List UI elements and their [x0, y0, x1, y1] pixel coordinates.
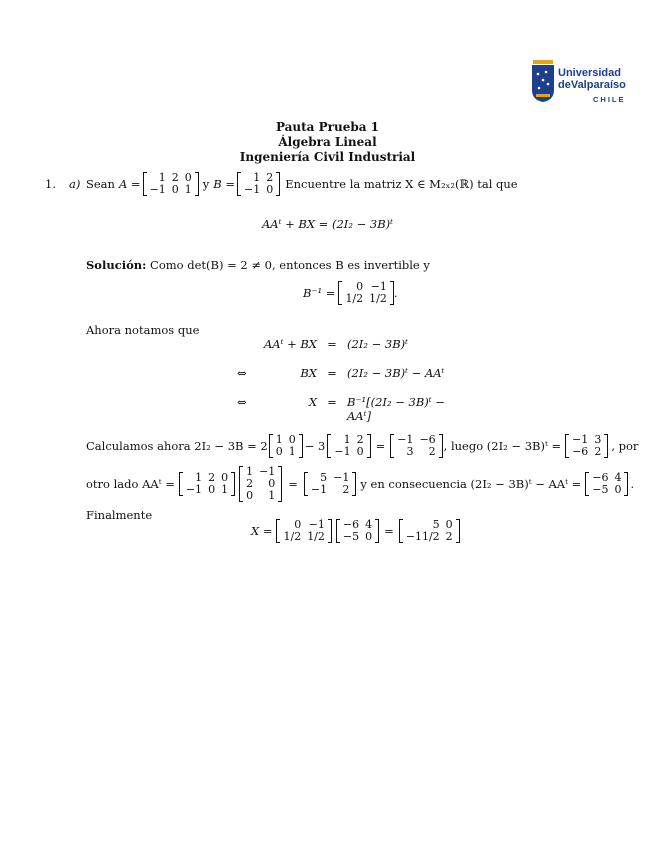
equation-rhs: (2I₂ − 3B)ᵗ: [347, 337, 408, 351]
matrix-entry: −1: [308, 518, 325, 531]
matrix-entry: 0: [288, 433, 296, 446]
A-label: A =: [118, 177, 141, 191]
matrix-entry: 1/2: [307, 530, 325, 543]
X-label: X =: [251, 524, 273, 538]
aligned-row: [237, 337, 467, 366]
problem-number: 1.: [45, 177, 56, 191]
notamos-text: Ahora notamos que: [86, 323, 200, 337]
luego-text: , luego (2I₂ − 3B)ᵗ =: [443, 439, 562, 453]
matrix-entry: 4: [614, 471, 622, 484]
matrix-entry: 1/2: [283, 530, 302, 543]
matrix-entry: 1: [288, 445, 296, 458]
final-result: [251, 519, 460, 543]
matrix-entry: 0: [356, 445, 364, 458]
matrix-B-calc: [327, 434, 370, 458]
matrix-entry: −1: [149, 183, 166, 196]
matrix-entry: −1: [310, 483, 328, 496]
matrix-entry: 0: [365, 530, 373, 543]
period2: .: [630, 477, 635, 491]
matrix-entry: 1/2: [345, 292, 364, 305]
equation-equals: =: [327, 366, 337, 380]
matrix-entry: −6: [419, 433, 436, 446]
matrix-D-final: [336, 519, 379, 543]
calc-line-2: [86, 466, 634, 502]
matrix-entry: 0: [221, 471, 229, 484]
matrix-entry: 1: [195, 471, 203, 484]
matrix-entry: 2: [428, 445, 436, 458]
matrix-entry: 2: [246, 477, 254, 490]
aligned-row: [237, 366, 467, 395]
eq-final: =: [384, 524, 394, 538]
equation-lhs: BX: [300, 366, 317, 380]
period: .: [393, 286, 398, 300]
matrix-X: [399, 519, 460, 543]
matrix-entry: −1: [185, 483, 203, 496]
matrix-entry: 1: [275, 433, 283, 446]
problem-part: a): [69, 177, 81, 191]
calc-intro: Calculamos ahora 2I₂ − 3B = 2: [86, 439, 268, 453]
matrix-entry: 1: [343, 433, 351, 446]
course-title: Álgebra Lineal: [278, 135, 377, 149]
matrix-entry: 0: [268, 477, 276, 490]
matrix-entry: 3: [594, 433, 602, 446]
matrix-entry: −1: [244, 183, 261, 196]
por-text: , por: [611, 439, 639, 453]
eq2: =: [288, 477, 298, 491]
matrix-entry: 2: [356, 433, 364, 446]
conseq-text: y en consecuencia (2I₂ − 3B)ᵗ − AAᵗ =: [360, 477, 582, 491]
matrix-entry: 3: [406, 445, 414, 458]
problem-statement: [45, 172, 518, 196]
matrix-entry: 1: [246, 465, 254, 478]
matrix-entry: 5: [320, 471, 328, 484]
matrix-I: [269, 434, 303, 458]
doc-title: Pauta Prueba 1: [275, 120, 380, 134]
matrix-entry: 0: [356, 280, 364, 293]
main-equation: AAᵗ + BX = (2I₂ − 3B)ᵗ: [262, 217, 393, 231]
equation-equals: =: [327, 337, 337, 351]
equation-lhs: X: [308, 395, 317, 409]
solution-intro: [86, 258, 430, 272]
matrix-entry: 0: [614, 483, 622, 496]
solution-label: Solución:: [86, 258, 147, 272]
finalmente-text: Finalmente: [86, 508, 153, 522]
university-logo: [531, 58, 631, 104]
aligned-row: [237, 395, 467, 424]
matrix-A-transpose: [239, 466, 282, 502]
matrix-2I-3B: [390, 434, 442, 458]
matrix-B: [237, 172, 280, 196]
matrix-entry: 2: [208, 471, 216, 484]
matrix-2I-3B-transpose: [565, 434, 608, 458]
matrix-entry: −6: [592, 471, 609, 484]
iff-symbol: ⇔: [237, 366, 247, 380]
matrix-entry: 0: [445, 518, 453, 531]
matrix-entry: 0: [246, 489, 254, 502]
logo-country: CHILE: [593, 95, 626, 104]
matrix-Binv: [338, 281, 393, 305]
matrix-Binv-final: [276, 519, 331, 543]
matrix-entry: 0: [184, 171, 192, 184]
equation-equals: =: [327, 395, 337, 409]
matrix-entry: 1: [184, 183, 192, 196]
iff-symbol: ⇔: [237, 395, 247, 409]
matrix-entry: 2: [445, 530, 453, 543]
matrix-entry: −1: [334, 445, 351, 458]
matrix-entry: −11/2: [405, 530, 440, 543]
y-text: y: [202, 177, 210, 191]
matrix-entry: 1: [253, 171, 261, 184]
matrix-entry: −1: [259, 465, 276, 478]
aligned-equations: [237, 337, 467, 424]
logo-wordmark: Universidad deValparaíso: [558, 67, 626, 91]
equation-rhs: B⁻¹[(2I₂ − 3B)ᵗ − AAᵗ]: [347, 395, 445, 423]
matrix-entry: −1: [572, 433, 589, 446]
matrix-entry: 0: [208, 483, 216, 496]
matrix-entry: −6: [572, 445, 589, 458]
matrix-A-calc: [179, 472, 235, 496]
B-label: B =: [213, 177, 236, 191]
solution-text: Como det(B) = 2 ≠ 0, entonces B es invertible y: [150, 258, 430, 272]
eq: =: [375, 439, 386, 453]
matrix-entry: 2: [266, 171, 274, 184]
matrix-AAt: [304, 472, 356, 496]
matrix-diff: [585, 472, 628, 496]
calc2-intro: otro lado AAᵗ =: [86, 477, 175, 491]
matrix-entry: −1: [370, 280, 387, 293]
equation-lhs: AAᵗ + BX: [263, 337, 317, 351]
matrix-entry: 1/2: [369, 292, 387, 305]
matrix-entry: 0: [294, 518, 302, 531]
statement-text: Encuentre la matriz X ∈ M₂ₓ₂(ℝ) tal que: [285, 177, 518, 191]
matrix-entry: 1: [268, 489, 276, 502]
matrix-entry: −5: [592, 483, 609, 496]
sean-text: Sean: [86, 177, 115, 191]
shield-icon: [531, 60, 555, 102]
matrix-entry: 0: [266, 183, 274, 196]
matrix-entry: 2: [594, 445, 602, 458]
matrix-entry: 1: [221, 483, 229, 496]
program-title: Ingeniería Civil Industrial: [239, 150, 416, 164]
calc-line-1: [86, 434, 638, 458]
matrix-entry: 0: [171, 183, 179, 196]
matrix-entry: −1: [333, 471, 350, 484]
matrix-entry: −6: [342, 518, 360, 531]
matrix-entry: 2: [171, 171, 179, 184]
matrix-entry: 2: [342, 483, 350, 496]
matrix-entry: −1: [397, 433, 414, 446]
B-inverse: [303, 281, 398, 305]
matrix-entry: 5: [432, 518, 440, 531]
equation-rhs: (2I₂ − 3B)ᵗ − AAᵗ: [347, 366, 445, 380]
matrix-entry: −5: [342, 530, 360, 543]
matrix-A: [143, 172, 199, 196]
matrix-entry: 0: [275, 445, 283, 458]
minus3: − 3: [304, 439, 326, 453]
matrix-entry: 4: [365, 518, 373, 531]
Binv-label: B⁻¹ =: [303, 286, 336, 300]
matrix-entry: 1: [158, 171, 166, 184]
